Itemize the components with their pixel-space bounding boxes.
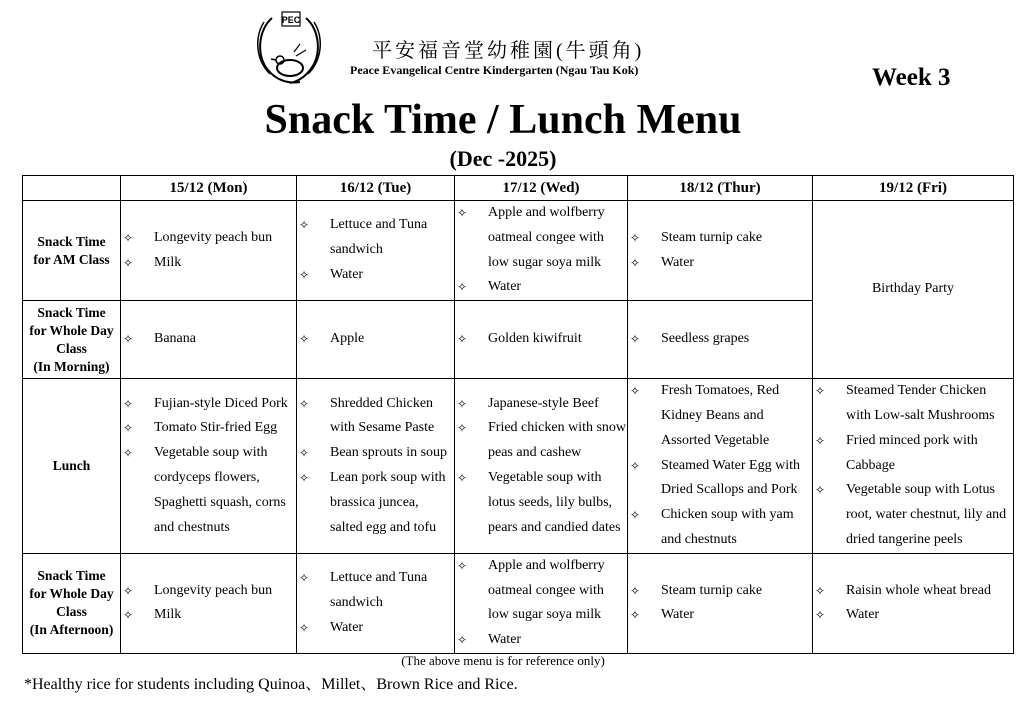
menu-item-list <box>813 379 1013 553</box>
menu-item <box>121 441 296 540</box>
corner-cell <box>23 176 121 201</box>
menu-item <box>455 392 627 417</box>
menu-item-list <box>813 579 1013 629</box>
menu-item-text: Fresh Tomatoes, Red Kidney Beans and Assorted Vegetable <box>661 383 780 448</box>
row-header-line: Snack Time <box>37 304 106 320</box>
menu-item-list <box>455 327 627 352</box>
page-title: Snack Time / Lunch Menu <box>264 97 742 143</box>
menu-item <box>121 416 296 441</box>
menu-item-text: Fried chicken with snow peas and cashew <box>488 420 627 461</box>
menu-item <box>628 503 812 553</box>
menu-item-text: Water <box>846 607 880 623</box>
menu-item-text: Shredded Chicken with Sesame Paste <box>330 395 435 436</box>
menu-cell <box>628 201 813 301</box>
menu-item-text: Tomato Stir-fried Egg <box>154 420 278 436</box>
school-name-en: Peace Evangelical Centre Kindergarten (Ngau Tau Kok) <box>350 63 639 77</box>
menu-item-text: Steam turnip cake <box>661 229 763 245</box>
menu-item <box>297 263 454 288</box>
menu-item <box>121 251 296 276</box>
menu-item <box>121 603 296 628</box>
menu-item-text: Steamed Water Egg with Dried Scallops and Pork <box>661 457 800 498</box>
day-header: 16/12 (Tue) <box>297 176 455 201</box>
star-bullet-icon: ✧ <box>299 396 310 411</box>
menu-item-text: Lean pork soup with brassica juncea, salted egg and tofu <box>330 469 446 535</box>
star-bullet-icon: ✧ <box>630 608 641 623</box>
menu-item-text: Apple and wolfberry oatmeal congee with low sugar soya milk <box>488 557 605 623</box>
menu-row <box>23 201 1014 301</box>
day-header: 18/12 (Thur) <box>628 176 813 201</box>
menu-item <box>297 392 454 442</box>
star-bullet-icon: ✧ <box>457 280 468 295</box>
star-bullet-icon: ✧ <box>123 446 134 461</box>
menu-item <box>628 327 812 352</box>
star-bullet-icon: ✧ <box>815 483 826 498</box>
star-bullet-icon: ✧ <box>815 384 826 399</box>
menu-item-text: Water <box>330 266 364 282</box>
menu-item-list <box>297 392 454 541</box>
row-header-line: Snack Time <box>37 233 106 249</box>
star-bullet-icon: ✧ <box>815 433 826 448</box>
menu-item <box>455 416 627 466</box>
menu-item-text: Seedless grapes <box>661 331 750 347</box>
menu-item <box>628 379 812 453</box>
row-header-line: (In Afternoon) <box>29 622 114 638</box>
menu-item <box>121 327 296 352</box>
menu-item <box>628 226 812 251</box>
menu-item-text: Fried minced pork with Cabbage <box>846 432 978 473</box>
menu-item-text: Lettuce and Tuna sandwich <box>330 570 428 610</box>
menu-item-list <box>121 226 296 276</box>
menu-cell <box>455 379 628 554</box>
star-bullet-icon: ✧ <box>299 267 310 282</box>
star-bullet-icon: ✧ <box>457 332 468 347</box>
menu-item-list <box>455 392 627 541</box>
menu-item-list <box>297 327 454 352</box>
star-bullet-icon: ✧ <box>630 230 641 245</box>
menu-item-text: Steamed Tender Chicken with Low-salt Mushrooms <box>846 383 995 423</box>
menu-item-text: Fujian-style Diced Pork <box>154 395 288 411</box>
menu-row <box>23 553 1014 653</box>
star-bullet-icon: ✧ <box>457 421 468 436</box>
row-header-line: Lunch <box>52 457 91 473</box>
birthday-party-cell: Birthday Party <box>813 201 1014 379</box>
star-bullet-icon: ✧ <box>299 470 310 485</box>
menu-item <box>628 579 812 604</box>
day-header: 17/12 (Wed) <box>455 176 628 201</box>
menu-item <box>297 327 454 352</box>
star-bullet-icon: ✧ <box>457 558 468 573</box>
menu-cell <box>813 553 1014 653</box>
menu-item-list <box>628 327 812 352</box>
menu-item-text: Milk <box>154 254 182 270</box>
menu-cell <box>297 379 455 554</box>
star-bullet-icon: ✧ <box>630 583 641 598</box>
school-logo <box>250 8 328 92</box>
menu-item-list <box>297 566 454 640</box>
star-bullet-icon: ✧ <box>299 571 310 586</box>
menu-cell <box>628 553 813 653</box>
menu-item-list <box>628 379 812 553</box>
star-bullet-icon: ✧ <box>630 255 641 270</box>
menu-item <box>455 201 627 275</box>
star-bullet-icon: ✧ <box>457 396 468 411</box>
menu-cell <box>455 201 628 301</box>
row-header-line: Class <box>56 604 87 620</box>
menu-item-text: Japanese-style Beef <box>488 395 599 411</box>
row-header-line: Snack Time <box>37 568 106 584</box>
menu-item-text: Vegetable soup with cordyceps flowers, Spaghetti squash, corns and chestnuts <box>154 445 286 535</box>
row-header <box>23 201 121 301</box>
day-header: 15/12 (Mon) <box>121 176 297 201</box>
menu-item-text: Longevity peach bun <box>154 229 273 245</box>
menu-item-list <box>297 213 454 287</box>
menu-item-text: Water <box>488 279 522 295</box>
menu-cell <box>455 301 628 379</box>
menu-item-list <box>121 579 296 629</box>
menu-item <box>297 466 454 540</box>
header-row <box>23 176 1014 201</box>
menu-cell <box>628 379 813 554</box>
menu-cell <box>121 553 297 653</box>
menu-item <box>297 213 454 263</box>
menu-item <box>297 441 454 466</box>
menu-item-text: Vegetable soup with Lotus root, water chestnut, lily and dried tangerine peels <box>846 482 1007 547</box>
menu-item-text: Golden kiwifruit <box>488 331 582 347</box>
star-bullet-icon: ✧ <box>630 384 641 399</box>
row-header-line: for Whole Day <box>29 586 114 602</box>
menu-item <box>121 226 296 251</box>
star-bullet-icon: ✧ <box>299 446 310 461</box>
menu-item <box>455 628 627 653</box>
menu-item <box>813 478 1013 552</box>
week-label: Week 3 <box>872 64 951 91</box>
menu-item-list <box>455 201 627 300</box>
menu-cell <box>121 301 297 379</box>
menu-item-text: Milk <box>154 607 182 623</box>
row-header-line: for AM Class <box>33 251 110 267</box>
menu-item <box>813 379 1013 429</box>
menu-cell <box>297 553 455 653</box>
star-bullet-icon: ✧ <box>123 396 134 411</box>
star-bullet-icon: ✧ <box>299 332 310 347</box>
star-bullet-icon: ✧ <box>123 230 134 245</box>
menu-cell <box>121 201 297 301</box>
menu-item-text: Chicken soup with yam and chestnuts <box>661 507 794 547</box>
page-subtitle: (Dec -2025) <box>449 146 557 171</box>
menu-item-list <box>121 392 296 541</box>
row-header-line: for Whole Day <box>29 322 114 338</box>
school-name-cn: 平安福音堂幼稚園(牛頭角) <box>372 40 645 62</box>
day-header: 19/12 (Fri) <box>813 176 1014 201</box>
menu-item <box>813 579 1013 604</box>
menu-item <box>628 454 812 504</box>
menu-item-text: Water <box>661 254 695 270</box>
star-bullet-icon: ✧ <box>123 332 134 347</box>
star-bullet-icon: ✧ <box>457 633 468 648</box>
menu-item-text: Longevity peach bun <box>154 582 273 598</box>
menu-cell <box>297 301 455 379</box>
star-bullet-icon: ✧ <box>815 608 826 623</box>
menu-item <box>297 566 454 616</box>
star-bullet-icon: ✧ <box>630 332 641 347</box>
menu-item-text: Vegetable soup with lotus seeds, lily bulbs, pears and candied dates <box>488 469 621 535</box>
footer-note: *Healthy rice for students including Quinoa、Millet、Brown Rice and Rice. <box>24 676 518 693</box>
menu-item <box>455 275 627 300</box>
menu-cell <box>628 301 813 379</box>
row-header-line: Class <box>56 340 87 356</box>
menu-item <box>455 327 627 352</box>
row-header-line: (In Morning) <box>33 358 110 374</box>
menu-item <box>455 554 627 628</box>
star-bullet-icon: ✧ <box>123 421 134 436</box>
menu-item-text: Steam turnip cake <box>661 582 763 598</box>
menu-item <box>813 429 1013 479</box>
menu-item <box>455 466 627 540</box>
star-bullet-icon: ✧ <box>630 508 641 523</box>
menu-item-text: Apple and wolfberry oatmeal congee with low sugar soya milk <box>488 205 605 270</box>
star-bullet-icon: ✧ <box>299 620 310 635</box>
menu-cell <box>813 379 1014 554</box>
star-bullet-icon: ✧ <box>299 218 310 233</box>
menu-item <box>121 392 296 417</box>
menu-item-text: Raisin whole wheat bread <box>846 582 992 598</box>
menu-cell <box>455 553 628 653</box>
logo-mark: PEC <box>281 15 301 25</box>
menu-item-list <box>121 327 296 352</box>
menu-item-list <box>628 579 812 629</box>
menu-item <box>628 603 812 628</box>
menu-row <box>23 379 1014 554</box>
menu-cell <box>297 201 455 301</box>
menu-item-text: Lettuce and Tuna sandwich <box>330 217 428 258</box>
menu-item-text: Banana <box>154 331 196 347</box>
row-header <box>23 379 121 554</box>
menu-item <box>628 251 812 276</box>
menu-item <box>121 579 296 604</box>
star-bullet-icon: ✧ <box>457 206 468 220</box>
menu-item <box>813 603 1013 628</box>
menu-item-text: Bean sprouts in soup <box>330 445 448 461</box>
star-bullet-icon: ✧ <box>457 470 468 485</box>
menu-item <box>297 616 454 641</box>
menu-item-list <box>455 554 627 653</box>
reference-note: (The above menu is for reference only) <box>401 653 605 668</box>
menu-item-text: Water <box>661 607 695 623</box>
row-header <box>23 553 121 653</box>
star-bullet-icon: ✧ <box>630 458 641 473</box>
menu-item-text: Apple <box>330 331 365 347</box>
menu-cell <box>121 379 297 554</box>
star-bullet-icon: ✧ <box>815 583 826 598</box>
star-bullet-icon: ✧ <box>123 583 134 598</box>
row-header <box>23 301 121 379</box>
menu-table <box>22 175 1014 654</box>
star-bullet-icon: ✧ <box>123 255 134 270</box>
menu-item-text: Water <box>488 632 522 648</box>
star-bullet-icon: ✧ <box>123 608 134 623</box>
menu-item-text: Water <box>330 619 364 635</box>
menu-item-list <box>628 226 812 276</box>
